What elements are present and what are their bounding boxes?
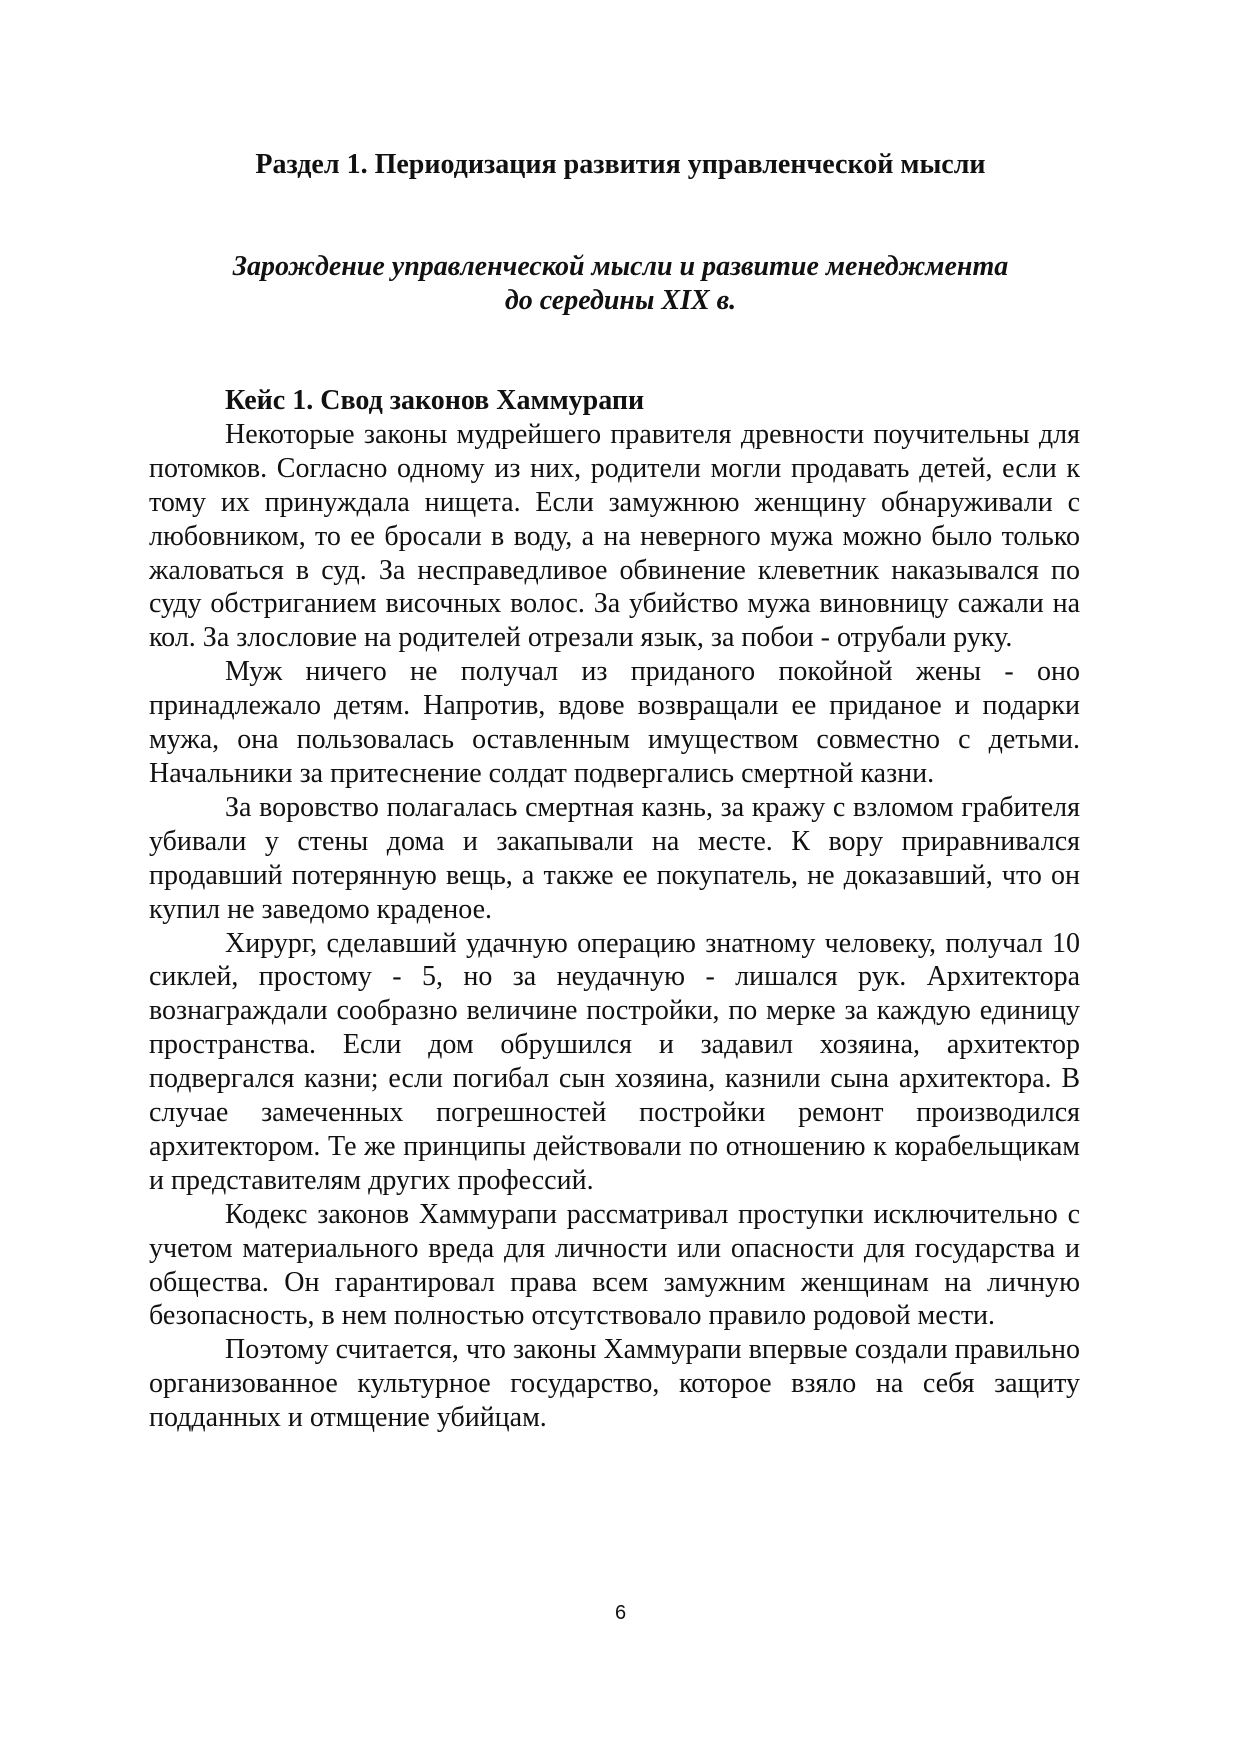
paragraph: За воровство полагалась смертная казнь, за кражу с взломом грабителя убивали у стены дома и закапывали на месте. К вору приравнивался продавший потерянную вещь, а также ее покупатель, не доказавший, что он купил не заведомо краденое. — [149, 791, 1080, 925]
paragraph: Поэтому считается, что законы Хаммурапи впервые создали правильно организованное культурное государство, которое взяло на себя защиту подданных и отмщение убийцам. — [149, 1334, 1080, 1434]
paragraph: Муж ничего не получал из приданого покойной жены - оно принадлежало детям. Напротив, вдове возвращали ее приданое и подарки мужа, она пользовалась оставленным имуществом совместно с детьми. Начальники за притеснение солдат подвергались смертной казни. — [149, 656, 1080, 789]
page-number: 6 — [614, 1602, 627, 1624]
paragraph: Кодекс законов Хаммурапи рассматривал проступки исключительно с учетом материального вреда для личности или опасности для государства и общества. Он гарантировал права всем замужним женщинам на личную безопасность, в нем полностью отсутствовало правило родовой мести. — [149, 1198, 1080, 1332]
subtitle-line-1: Зарождение управленческой мысли и развитие менеджмента — [232, 251, 1009, 282]
section-title: Раздел 1. Периодизация развития управленческой мысли — [255, 149, 986, 180]
case-title: Кейс 1. Свод законов Хаммурапи — [225, 385, 645, 416]
subtitle-line-2: до середины XIX в. — [504, 285, 737, 316]
paragraph: Некоторые законы мудрейшего правителя древности поучительны для потомков. Согласно одному из них, родители могли продавать детей, если к тому их принуждала нищета. Если замужнюю женщину обнаруживали с любовником, то ее бросали в воду, а на неверного мужа можно было только жаловаться в суд. За несправедливое обвинение клеветник наказывался по суду обстриганием височных волос. За убийство мужа виновницу сажали на кол. За злословие на родителей отрезали язык, за побои - отрубали руку. — [149, 418, 1080, 654]
case-body — [149, 384, 1080, 1435]
subtitle — [0, 250, 1241, 318]
paragraph: Хирург, сделавший удачную операцию знатному человеку, получал 10 сиклей, простому - 5, но за неудачную - лишался рук. Архитектора вознаграждали сообразно величине постройки, по мерке за каждую единицу пространства. Если дом обрушился и задавил хозяина, архитектор подвергался казни; если погибал сын хозяина, казнили сына архитектора. В случае замеченных погрешностей постройки ремонт производился архитектором. Те же принципы действовали по отношению к корабельщикам и представителям других профессий. — [149, 927, 1080, 1196]
